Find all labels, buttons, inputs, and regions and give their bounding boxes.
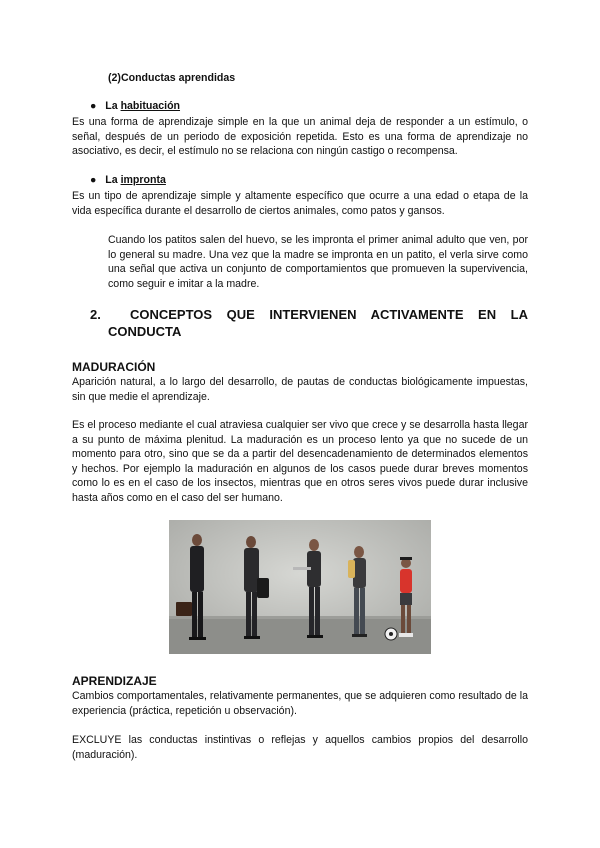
maduracion-text: Es el proceso mediante el cual atraviesa cualquier ser vivo que crece y se desarrolla hasta llegar a su punto de máxima plenitud. La maduración es un proceso lento ya que no sucede de un momento para otro, sino que se da a partir del desencadenamiento de determinados elementos y hechos. Por ejemplo la maduración en algunos de los casos puede durar breves momentos como lo es en el caso de los insectos, mientras que en otros seres vivos puede durar inclusive hasta años como en el caso del ser humano. — [72, 419, 528, 504]
bullet-impronta: ● La impronta — [90, 174, 166, 186]
aprendizaje-heading: APRENDIZAJE — [72, 674, 157, 688]
term-habituacion: habituación — [120, 100, 181, 112]
aprendizaje-excluye: EXCLUYE las conductas instintivas o reflejas y aquellos cambios propios del desarrollo (maduración). — [72, 734, 528, 761]
maduracion-heading: MADURACIÓN — [72, 360, 156, 374]
section-subtitle: (2)Conductas aprendidas — [108, 72, 236, 84]
term-impronta: impronta — [120, 174, 166, 186]
people-growth-illustration — [169, 520, 431, 654]
section2-heading-line2: CONDUCTA — [108, 324, 182, 339]
bullet-habituacion: ● La habituación — [90, 100, 181, 112]
aprendizaje-definition: Cambios comportamentales, relativamente permanentes, que se adquieren como resultado de la experiencia (práctica, repetición u observación). — [72, 690, 528, 717]
bullet-dot-icon: ● — [90, 174, 97, 186]
impronta-example: Cuando los patitos salen del huevo, se les impronta el primer animal adulto que ven, por lo general su madre. Una vez que la madre se impronta en un patito, el verla sirve como una señal que activa un conjunto de comportamientos que promueven la supervivencia, como seguir e imitar a la madre. — [108, 234, 528, 290]
bullet-dot-icon: ● — [90, 100, 97, 112]
evolution-stages-photo — [169, 520, 431, 654]
maduracion-definition: Aparición natural, a lo largo del desarrollo, de pautas de conductas biológicamente impuestas, sin que medie el aprendizaje. — [72, 376, 528, 403]
impronta-text: Es un tipo de aprendizaje simple y altamente específico que ocurre a una edad o etapa de la vida específica durante el desarrollo de ciertos animales, como patos y gansos. — [72, 190, 528, 217]
habituacion-text: Es una forma de aprendizaje simple en la que un animal deja de responder a un estímulo, o señal, después de un periodo de exposición repetida. Esto es una forma de aprendizaje no asociativo, es decir, el estímulo no se relaciona con ningún castigo o recompensa. — [72, 116, 528, 158]
section2-heading-line1: 2. CONCEPTOS QUE INTERVIENEN ACTIVAMENTE EN LA — [90, 307, 528, 322]
